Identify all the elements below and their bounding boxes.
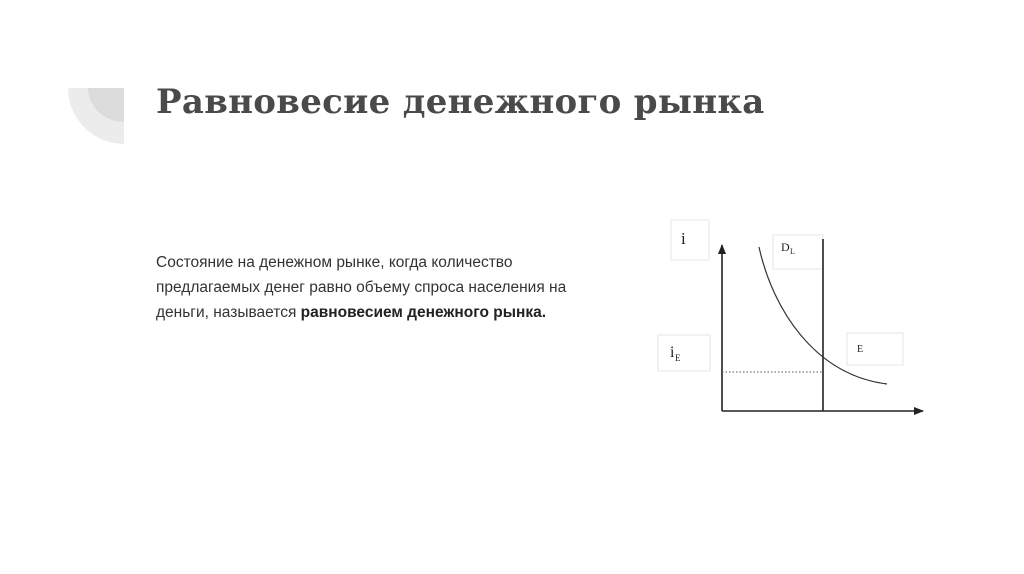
- equilibrium-rate-label-subscript: E: [675, 353, 681, 363]
- demand-label-box: [773, 235, 823, 269]
- definition-text: [156, 250, 606, 325]
- slide-title: Равновесие денежного рынка: [156, 82, 765, 122]
- y-axis-label: i: [681, 229, 686, 248]
- demand-label-subscript: L: [790, 247, 795, 256]
- y-axis-label-box: [671, 220, 709, 260]
- demand-label: D: [781, 240, 790, 254]
- equilibrium-rate-label: i: [670, 344, 675, 361]
- money-market-diagram: [655, 215, 945, 430]
- definition-term: равновесием денежного рынка.: [300, 304, 546, 321]
- equilibrium-point-label: E: [857, 344, 864, 355]
- equilibrium-point-label-box: [847, 333, 903, 365]
- corner-decoration-icon: [68, 88, 124, 144]
- definition-text-main: Состояние на денежном рынке, когда количество предлагаемых денег равно объему спроса населения на деньги, называется: [156, 254, 567, 321]
- equilibrium-rate-label-box: [658, 335, 710, 371]
